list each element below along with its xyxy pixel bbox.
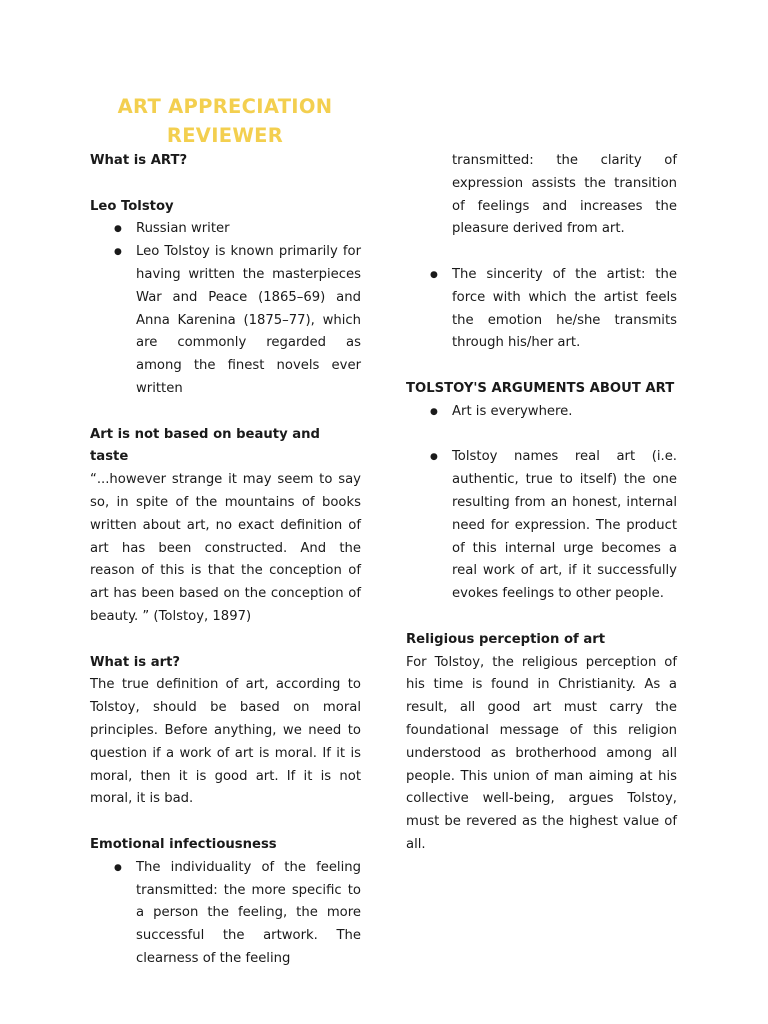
document-title bbox=[90, 92, 360, 150]
tolstoy-heading: Leo Tolstoy bbox=[90, 198, 174, 214]
title-line-1: ART APPRECIATION bbox=[117, 95, 333, 118]
list-item: ● Leo Tolstoy is known primarily for having written the masterpieces War and Peace (1865–69) and Anna Karenina (1875–77), which are commonly regarded as among the finest novels ever written bbox=[90, 241, 361, 401]
arguments-bullet-list bbox=[406, 401, 677, 606]
religious-heading: Religious perception of art bbox=[406, 631, 606, 647]
title-line-2: REVIEWER bbox=[166, 124, 284, 147]
tolstoy-bullet-list bbox=[90, 218, 361, 400]
emotional-bullet-list-2 bbox=[406, 264, 677, 355]
list-item: ● The sincerity of the artist: the force with which the artist feels the emotion he/she transmits through his/her art. bbox=[406, 264, 677, 355]
beauty-quote: “...however strange it may seem to say so, in spite of the mountains of books written about art, no exact definition of art has been constructed. And the reason of this is that the conception of art has been based on the conception of beauty. ” (Tolstoy, 1897) bbox=[90, 472, 361, 624]
what-is-art-heading: What is art? bbox=[90, 654, 181, 670]
what-is-art-question: What is ART? bbox=[90, 153, 188, 168]
arguments-heading: TOLSTOY'S ARGUMENTS ABOUT ART bbox=[406, 380, 675, 396]
what-is-art-body: The true definition of art, according to Tolstoy, should be based on moral principles. Before anything, we need to question if a work of art is moral. If it is moral, then it is good art. If it is not moral, it is bad. bbox=[90, 677, 361, 807]
emotional-bullet-continuation: transmitted: the clarity of expression assists the transition of feelings and increases the pleasure derived from art. bbox=[452, 153, 677, 237]
list-item: ● Art is everywhere. bbox=[406, 401, 677, 424]
right-column bbox=[406, 150, 677, 857]
list-item: ● Tolstoy names real art (i.e. authentic, true to itself) the one resulting from an honest, internal need for expression. The product of this internal urge becomes a real work of art, if it successfully evokes feelings to other people. bbox=[406, 446, 677, 606]
list-item: ● The individuality of the feeling transmitted: the more specific to a person the feeling, the more successful the artwork. The clearness of the feeling bbox=[90, 857, 361, 971]
emotional-bullet-list bbox=[90, 857, 361, 971]
beauty-heading: Art is not based on beauty and taste bbox=[90, 426, 321, 465]
left-column bbox=[90, 150, 361, 971]
religious-body: For Tolstoy, the religious perception of his time is found in Christianity. As a result, all good art must carry the foundational message of this religion understood as brotherhood among all people. This union of man aiming at his collective well-being, argues Tolstoy, must be revered as the highest value of all. bbox=[406, 654, 677, 852]
emotional-heading: Emotional infectiousness bbox=[90, 836, 277, 852]
list-item: ● Russian writer bbox=[90, 218, 361, 241]
